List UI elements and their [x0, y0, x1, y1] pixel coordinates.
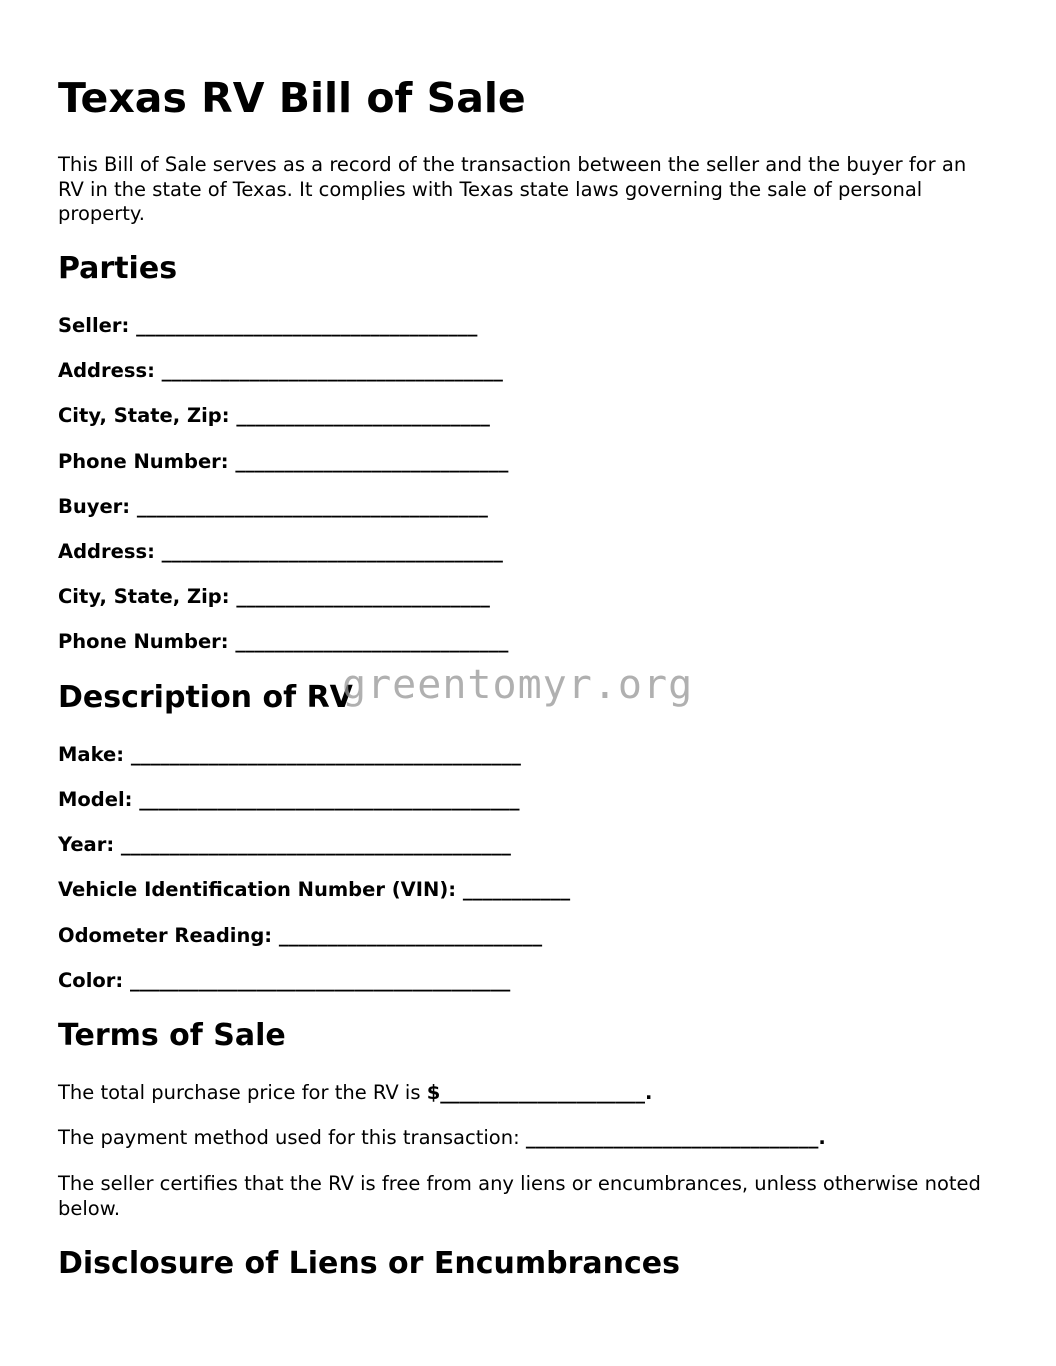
- color-field: Color: _______________________________________: [58, 969, 511, 992]
- buyer-phone-field: Phone Number: ____________________________: [58, 630, 509, 653]
- parties-heading: Parties: [58, 251, 178, 286]
- document-title: Texas RV Bill of Sale: [58, 74, 526, 122]
- seller-city-state-zip-field: City, State, Zip: __________________________: [58, 404, 490, 427]
- odometer-field: Odometer Reading: ___________________________: [58, 924, 543, 947]
- buyer-city-state-zip-field: City, State, Zip: __________________________: [58, 585, 490, 608]
- intro-paragraph: This Bill of Sale serves as a record of the transaction between the seller and the buyer for an RV in the state of Texas. It complies with Texas state laws governing the sale of personal property.: [58, 153, 967, 225]
- liens-heading: Disclosure of Liens or Encumbrances: [58, 1246, 680, 1281]
- buyer-address-field: Address: ___________________________________: [58, 540, 503, 563]
- price-text: The total purchase price for the RV is: [58, 1081, 427, 1104]
- terms-heading: Terms of Sale: [58, 1018, 286, 1053]
- description-heading: Description of RV: [58, 680, 353, 715]
- vin-field: Vehicle Identification Number (VIN): ___________: [58, 878, 571, 901]
- seller-phone-field: Phone Number: ____________________________: [58, 450, 509, 473]
- seller-field: Seller: ___________________________________: [58, 314, 478, 337]
- seller-address-field: Address: ___________________________________: [58, 359, 503, 382]
- payment-blank: ______________________________.: [525, 1126, 826, 1149]
- make-field: Make: ________________________________________: [58, 743, 521, 766]
- watermark-text: greentomyr.org: [342, 662, 694, 708]
- model-field: Model: _______________________________________: [58, 788, 520, 811]
- price-line: [58, 1081, 998, 1106]
- payment-text: The payment method used for this transaction:: [58, 1126, 526, 1149]
- year-field: Year: ________________________________________: [58, 833, 511, 856]
- certify-paragraph: The seller certifies that the RV is free from any liens or encumbrances, unless otherwise noted below.: [58, 1172, 981, 1220]
- price-blank: $_____________________.: [426, 1081, 653, 1104]
- buyer-field: Buyer: ____________________________________: [58, 495, 488, 518]
- payment-line: [58, 1126, 998, 1151]
